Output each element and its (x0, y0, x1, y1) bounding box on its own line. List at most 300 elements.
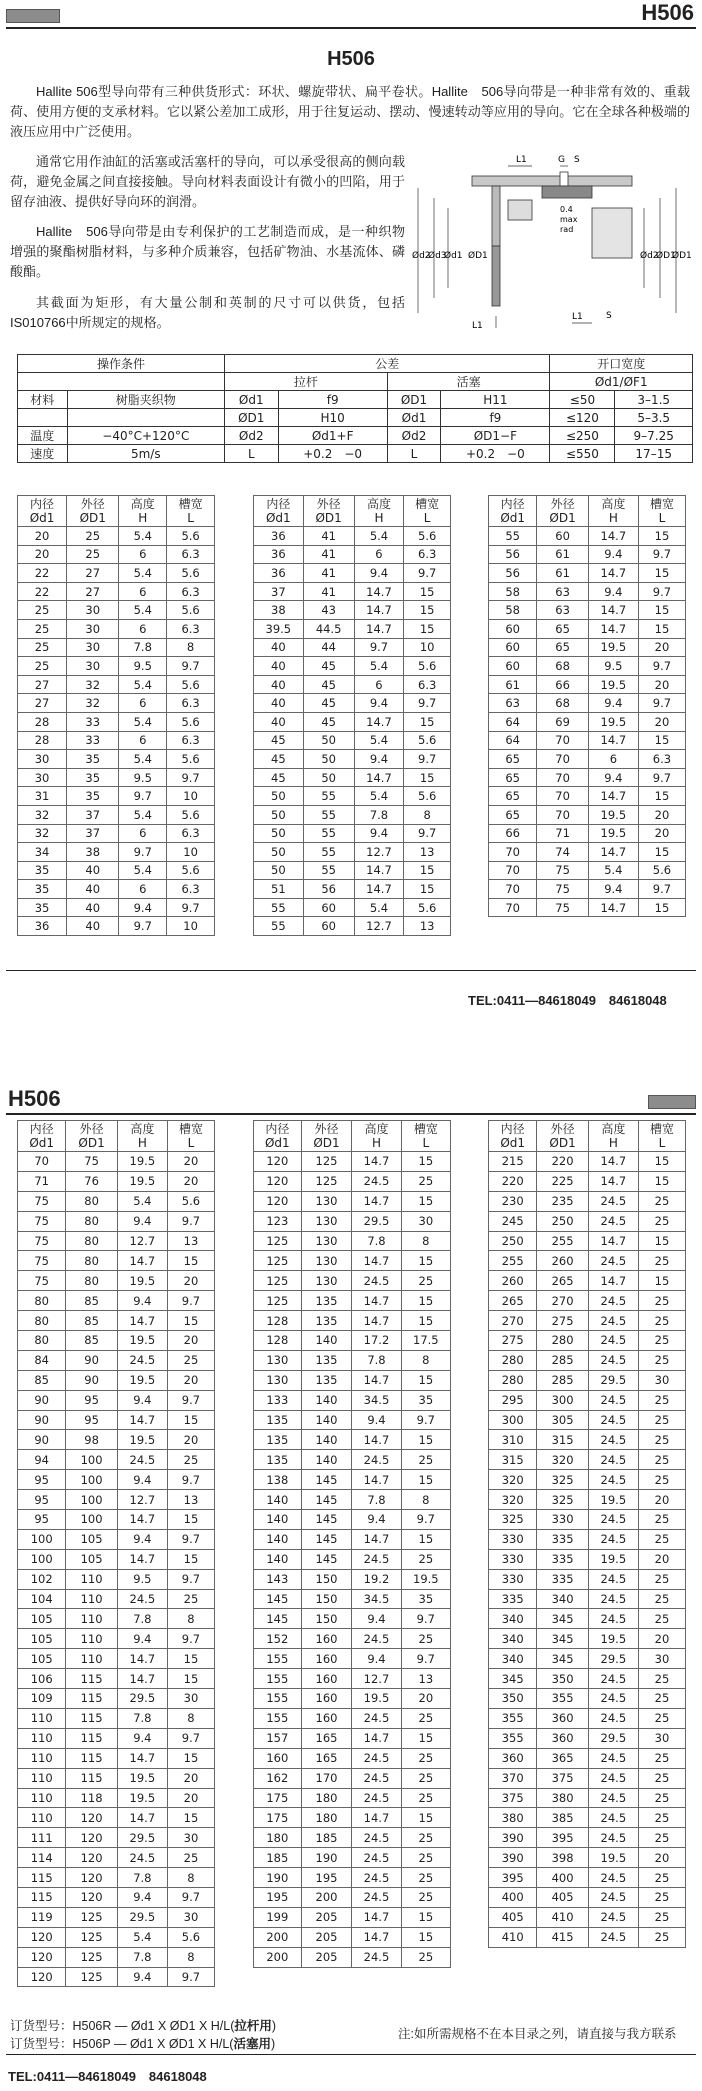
outer-diameter-cell: 195 (301, 1868, 352, 1888)
table-row (489, 1251, 686, 1271)
inner-diameter-cell: 390 (489, 1828, 537, 1848)
inner-diameter-cell: 32 (18, 824, 67, 843)
piston-dim: Ød1 (387, 409, 441, 427)
table-row (489, 1370, 686, 1390)
outer-diameter-cell: 345 (537, 1629, 588, 1649)
piston-dim: L (387, 445, 441, 463)
rod-dim: Ød2 (225, 427, 279, 445)
inner-diameter-cell: 280 (489, 1350, 537, 1370)
height-cell: 19.5 (588, 1490, 638, 1510)
label-l1-top: L1 (516, 155, 527, 165)
groove-width-cell: 35 (401, 1390, 450, 1410)
groove-width-cell: 25 (638, 1390, 685, 1410)
inner-diameter-cell: 84 (18, 1350, 66, 1370)
height-cell: 24.5 (588, 1748, 638, 1768)
height-cell: 6 (119, 582, 167, 601)
inner-diameter-cell: 102 (18, 1569, 66, 1589)
inner-diameter-cell: 35 (18, 861, 67, 880)
label-d3: Ød3 (428, 251, 447, 261)
outer-diameter-cell: 135 (301, 1291, 352, 1311)
label-d2-right: Ød2 (640, 251, 659, 261)
outer-diameter-cell: 120 (66, 1828, 117, 1848)
height-cell: 24.5 (588, 1191, 638, 1211)
table-row (18, 638, 215, 657)
table-row (489, 1152, 686, 1172)
groove-width-cell: 15 (404, 712, 451, 731)
cond-value: 树脂夹织物 (67, 391, 224, 409)
table-row (254, 805, 451, 824)
inner-diameter-cell: 95 (18, 1510, 66, 1530)
height-cell: 24.5 (588, 1887, 638, 1907)
groove-width-cell: 13 (401, 1669, 450, 1689)
inner-diameter-cell: 40 (254, 675, 304, 694)
outer-diameter-cell: 385 (537, 1808, 588, 1828)
height-cell: 9.7 (119, 787, 167, 806)
table-row (489, 1231, 686, 1251)
label-D1-mid: ØD1 (656, 251, 676, 261)
height-cell: 6 (119, 824, 167, 843)
conditions-row (18, 445, 693, 463)
groove-width-cell: 6.3 (167, 619, 215, 638)
outer-diameter-cell: 61 (537, 564, 588, 583)
height-cell: 29.5 (352, 1211, 401, 1231)
groove-width-cell: 6.3 (404, 545, 451, 564)
table-row (489, 1470, 686, 1490)
inner-diameter-cell: 65 (489, 805, 537, 824)
outer-diameter-cell: 355 (537, 1689, 588, 1709)
height-cell: 19.5 (117, 1768, 167, 1788)
height-cell: 24.5 (588, 1291, 638, 1311)
height-cell: 9.4 (352, 1510, 401, 1530)
outer-diameter-cell: 105 (66, 1549, 117, 1569)
inner-diameter-cell: 105 (18, 1609, 66, 1629)
height-cell: 24.5 (352, 1947, 401, 1967)
piston-dim: ØD1 (387, 391, 441, 409)
inner-diameter-cell: 65 (489, 787, 537, 806)
groove-width-cell: 25 (638, 1927, 685, 1947)
outer-diameter-cell: 75 (537, 898, 588, 917)
table-row (489, 601, 686, 620)
inner-diameter-cell: 110 (18, 1708, 66, 1728)
outer-diameter-cell: 25 (67, 527, 119, 546)
groove-width-cell: 9.7 (167, 657, 215, 676)
outer-diameter-cell: 115 (66, 1708, 117, 1728)
inner-diameter-cell: 195 (254, 1887, 302, 1907)
outer-diameter-cell: 90 (66, 1370, 117, 1390)
outer-diameter-cell: 100 (66, 1490, 117, 1510)
inner-diameter-cell: 145 (254, 1589, 302, 1609)
height-cell: 19.5 (588, 1549, 638, 1569)
table-row (489, 1410, 686, 1430)
inner-diameter-cell: 55 (254, 898, 304, 917)
table-row (489, 1927, 686, 1947)
groove-width-cell: 20 (638, 1848, 685, 1868)
table-row (18, 712, 215, 731)
inner-diameter-cell: 45 (254, 750, 304, 769)
table-row (489, 1311, 686, 1331)
table-row (18, 1967, 215, 1987)
outer-diameter-cell: 325 (537, 1490, 588, 1510)
groove-width-cell: 20 (167, 1171, 214, 1191)
outer-diameter-cell: 41 (303, 564, 354, 583)
inner-diameter-cell: 120 (254, 1152, 302, 1172)
groove-width-cell: 15 (167, 1669, 214, 1689)
outer-diameter-cell: 120 (66, 1808, 117, 1828)
height-cell: 9.4 (117, 1211, 167, 1231)
inner-diameter-cell: 185 (254, 1848, 302, 1868)
inner-diameter-cell: 36 (254, 527, 304, 546)
groove-width-cell: 15 (404, 601, 451, 620)
groove-width-cell: 25 (638, 1907, 685, 1927)
groove-width-cell: 15 (401, 1907, 450, 1927)
outer-diameter-cell: 68 (537, 694, 588, 713)
table-row (254, 1689, 451, 1709)
height-cell: 24.5 (352, 1828, 401, 1848)
inner-diameter-cell: 120 (18, 1967, 66, 1987)
height-cell: 29.5 (117, 1828, 167, 1848)
height-cell: 14.7 (352, 1430, 401, 1450)
outer-diameter-cell: 55 (303, 824, 354, 843)
outer-diameter-cell: 118 (66, 1788, 117, 1808)
height-cell: 9.7 (119, 917, 167, 936)
outer-diameter-cell: 150 (301, 1589, 352, 1609)
groove-width-cell: 25 (401, 1450, 450, 1470)
inner-diameter-cell: 130 (254, 1370, 302, 1390)
inner-diameter-cell: 390 (489, 1848, 537, 1868)
height-cell: 29.5 (117, 1907, 167, 1927)
table-row (489, 712, 686, 731)
groove-width-cell: 25 (638, 1589, 685, 1609)
groove-width-cell: 9.7 (404, 694, 451, 713)
groove-width-cell: 9.7 (167, 1470, 214, 1490)
inner-diameter-cell: 200 (254, 1947, 302, 1967)
inner-diameter-cell: 50 (254, 805, 304, 824)
height-cell: 5.4 (117, 1191, 167, 1211)
table-row (489, 880, 686, 899)
groove-width-cell: 25 (638, 1331, 685, 1351)
height-cell: 14.7 (354, 768, 404, 787)
groove-width-cell: 9.7 (638, 582, 685, 601)
table-row (18, 1231, 215, 1251)
gap-dia: ≤250 (550, 427, 615, 445)
groove-width-cell: 25 (167, 1350, 214, 1370)
groove-width-cell: 25 (638, 1669, 685, 1689)
inner-diameter-cell: 375 (489, 1788, 537, 1808)
inner-diameter-cell: 95 (18, 1470, 66, 1490)
label-d2-left: Ød2 (412, 251, 431, 261)
outer-diameter-cell: 70 (537, 750, 588, 769)
groove-width-cell: 25 (638, 1251, 685, 1271)
outer-diameter-cell: 125 (301, 1152, 352, 1172)
inner-diameter-cell: 30 (18, 768, 67, 787)
inner-diameter-cell: 330 (489, 1529, 537, 1549)
height-cell: 24.5 (588, 1450, 638, 1470)
inner-diameter-cell: 120 (18, 1947, 66, 1967)
table-header-row (489, 1121, 686, 1152)
groove-width-cell: 15 (167, 1251, 214, 1271)
inner-diameter-cell: 230 (489, 1191, 537, 1211)
table-row (18, 1689, 215, 1709)
table-row (254, 1331, 451, 1351)
inner-diameter-cell: 35 (18, 898, 67, 917)
groove-width-cell: 9.7 (638, 880, 685, 899)
groove-width-cell: 8 (401, 1350, 450, 1370)
piston-tol: f9 (441, 409, 550, 427)
outer-diameter-cell: 95 (66, 1390, 117, 1410)
inner-diameter-cell: 215 (489, 1152, 537, 1172)
table-row (18, 1191, 215, 1211)
groove-width-cell: 15 (401, 1251, 450, 1271)
outer-diameter-cell: 115 (66, 1768, 117, 1788)
header-inner-diameter: 内径 Ød1 (254, 1121, 302, 1152)
groove-width-cell: 15 (401, 1291, 450, 1311)
table-row (254, 1251, 451, 1271)
table-row (254, 675, 451, 694)
height-cell: 19.5 (117, 1788, 167, 1808)
table-row (489, 1171, 686, 1191)
table-row (254, 1927, 451, 1947)
groove-width-cell: 20 (638, 1549, 685, 1569)
groove-width-cell: 6.3 (638, 750, 685, 769)
groove-width-cell: 5.6 (404, 898, 451, 917)
size-table (253, 495, 451, 936)
groove-width-cell: 15 (401, 1728, 450, 1748)
groove-width-cell: 20 (638, 675, 685, 694)
table-row (254, 768, 451, 787)
header-height: 高度 H (588, 496, 638, 527)
table-row (254, 1410, 451, 1430)
inner-diameter-cell: 64 (489, 731, 537, 750)
outer-diameter-cell: 55 (303, 805, 354, 824)
height-cell: 24.5 (352, 1848, 401, 1868)
inner-diameter-cell: 25 (18, 638, 67, 657)
inner-diameter-cell: 320 (489, 1470, 537, 1490)
groove-width-cell: 5.6 (167, 750, 215, 769)
height-cell: 7.8 (352, 1231, 401, 1251)
inner-diameter-cell: 58 (489, 582, 537, 601)
outer-diameter-cell: 33 (67, 731, 119, 750)
groove-width-cell: 8 (167, 1708, 214, 1728)
table-row (18, 1450, 215, 1470)
inner-diameter-cell: 50 (254, 787, 304, 806)
groove-width-cell: 35 (401, 1589, 450, 1609)
groove-width-cell: 9.7 (167, 1529, 214, 1549)
inner-diameter-cell: 123 (254, 1211, 302, 1231)
height-cell: 24.5 (588, 1768, 638, 1788)
height-cell: 19.5 (588, 1848, 638, 1868)
col-piston: 活塞 (387, 373, 550, 391)
height-cell: 14.7 (588, 787, 638, 806)
height-cell: 12.7 (117, 1490, 167, 1510)
inner-diameter-cell: 95 (18, 1490, 66, 1510)
inner-diameter-cell: 63 (489, 694, 537, 713)
cond-value (67, 409, 224, 427)
inner-diameter-cell: 45 (254, 768, 304, 787)
groove-width-cell: 5.6 (167, 527, 215, 546)
header-height: 高度 H (354, 496, 404, 527)
piston-tol: H11 (441, 391, 550, 409)
groove-width-cell: 20 (167, 1788, 214, 1808)
groove-width-cell: 5.6 (404, 527, 451, 546)
outer-diameter-cell: 120 (66, 1848, 117, 1868)
table-row (489, 1331, 686, 1351)
inner-diameter-cell: 40 (254, 694, 304, 713)
height-cell: 7.8 (354, 805, 404, 824)
height-cell: 14.7 (354, 619, 404, 638)
groove-width-cell: 25 (401, 1768, 450, 1788)
outer-diameter-cell: 410 (537, 1907, 588, 1927)
height-cell: 5.4 (354, 527, 404, 546)
table-row (489, 657, 686, 676)
conditions-table (17, 354, 693, 463)
groove-width-cell: 20 (638, 638, 685, 657)
table-row (18, 1828, 215, 1848)
outer-diameter-cell: 27 (67, 582, 119, 601)
outer-diameter-cell: 185 (301, 1828, 352, 1848)
outer-diameter-cell: 95 (66, 1410, 117, 1430)
header-groove-width: 槽宽 L (404, 496, 451, 527)
groove-width-cell: 20 (638, 1490, 685, 1510)
inner-diameter-cell: 32 (18, 805, 67, 824)
table-row (254, 1529, 451, 1549)
outer-diameter-cell: 37 (67, 805, 119, 824)
height-cell: 7.8 (117, 1708, 167, 1728)
inner-diameter-cell: 25 (18, 601, 67, 620)
inner-diameter-cell: 175 (254, 1788, 302, 1808)
outer-diameter-cell: 180 (301, 1788, 352, 1808)
outer-diameter-cell: 130 (301, 1231, 352, 1251)
groove-width-cell: 6.3 (167, 824, 215, 843)
outer-diameter-cell: 37 (67, 824, 119, 843)
height-cell: 14.7 (588, 1171, 638, 1191)
outer-diameter-cell: 135 (301, 1370, 352, 1390)
table-row (489, 1788, 686, 1808)
outer-diameter-cell: 130 (301, 1251, 352, 1271)
outer-diameter-cell: 200 (301, 1887, 352, 1907)
outer-diameter-cell: 365 (537, 1748, 588, 1768)
table-row (18, 1291, 215, 1311)
outer-diameter-cell: 75 (537, 861, 588, 880)
outer-diameter-cell: 280 (537, 1331, 588, 1351)
outer-diameter-cell: 45 (303, 712, 354, 731)
label-max: max (560, 215, 578, 224)
table-row (18, 1868, 215, 1888)
groove-width-cell: 25 (638, 1828, 685, 1848)
inner-diameter-cell: 140 (254, 1490, 302, 1510)
outer-diameter-cell: 125 (66, 1967, 117, 1987)
outer-diameter-cell: 170 (301, 1768, 352, 1788)
inner-diameter-cell: 31 (18, 787, 67, 806)
outer-diameter-cell: 345 (537, 1649, 588, 1669)
inner-diameter-cell: 70 (489, 861, 537, 880)
inner-diameter-cell: 20 (18, 527, 67, 546)
height-cell: 19.2 (352, 1569, 401, 1589)
table-row (489, 898, 686, 917)
table-row (18, 1370, 215, 1390)
outer-diameter-cell: 50 (303, 750, 354, 769)
height-cell: 24.5 (588, 1708, 638, 1728)
table-row (18, 1271, 215, 1291)
height-cell: 5.4 (119, 712, 167, 731)
outer-diameter-cell: 400 (537, 1868, 588, 1888)
table-row (18, 843, 215, 862)
size-table (488, 495, 686, 917)
table-row (254, 1629, 451, 1649)
inner-diameter-cell: 265 (489, 1291, 537, 1311)
groove-width-cell: 25 (638, 1569, 685, 1589)
height-cell: 24.5 (588, 1510, 638, 1530)
header-inner-diameter: 内径 Ød1 (489, 1121, 537, 1152)
table-row (18, 694, 215, 713)
inner-diameter-cell: 250 (489, 1231, 537, 1251)
inner-diameter-cell: 138 (254, 1470, 302, 1490)
outer-diameter-cell: 33 (67, 712, 119, 731)
outer-diameter-cell: 55 (303, 861, 354, 880)
page-title: H506 (327, 48, 375, 70)
outer-diameter-cell: 32 (67, 675, 119, 694)
gap-dia: ≤50 (550, 391, 615, 409)
height-cell: 14.7 (117, 1669, 167, 1689)
height-cell: 19.5 (588, 712, 638, 731)
inner-diameter-cell: 75 (18, 1211, 66, 1231)
outer-diameter-cell: 375 (537, 1768, 588, 1788)
outer-diameter-cell: 125 (66, 1927, 117, 1947)
groove-width-cell: 8 (167, 638, 215, 657)
height-cell: 34.5 (352, 1589, 401, 1609)
piston-tol: +0.2 −0 (441, 445, 550, 463)
header-outer-diameter: 外径 ØD1 (537, 1121, 588, 1152)
inner-diameter-cell: 175 (254, 1808, 302, 1828)
inner-diameter-cell: 320 (489, 1490, 537, 1510)
groove-width-cell: 25 (401, 1748, 450, 1768)
outer-diameter-cell: 275 (537, 1311, 588, 1331)
outer-diameter-cell: 100 (66, 1510, 117, 1530)
height-cell: 24.5 (352, 1271, 401, 1291)
inner-diameter-cell: 25 (18, 657, 67, 676)
piston-tol: ØD1−F (441, 427, 550, 445)
inner-diameter-cell: 330 (489, 1549, 537, 1569)
table-row (18, 750, 215, 769)
table-row (18, 1708, 215, 1728)
inner-diameter-cell: 110 (18, 1748, 66, 1768)
groove-width-cell: 9.7 (167, 1887, 214, 1907)
table-row (18, 1430, 215, 1450)
height-cell: 9.4 (588, 694, 638, 713)
inner-diameter-cell: 315 (489, 1450, 537, 1470)
outer-diameter-cell: 360 (537, 1708, 588, 1728)
inner-diameter-cell: 155 (254, 1669, 302, 1689)
groove-width-cell: 9.7 (401, 1510, 450, 1530)
outer-diameter-cell: 69 (537, 712, 588, 731)
groove-width-cell: 25 (401, 1887, 450, 1907)
outer-diameter-cell: 325 (537, 1470, 588, 1490)
table-row (18, 1311, 215, 1331)
height-cell: 24.5 (117, 1350, 167, 1370)
table-row (18, 1569, 215, 1589)
inner-diameter-cell: 36 (254, 564, 304, 583)
inner-diameter-cell: 94 (18, 1450, 66, 1470)
groove-width-cell: 5.6 (167, 712, 215, 731)
height-cell: 5.4 (119, 527, 167, 546)
groove-width-cell: 15 (167, 1311, 214, 1331)
groove-width-cell: 9.7 (167, 1569, 214, 1589)
height-cell: 14.7 (588, 564, 638, 583)
groove-width-cell: 25 (401, 1848, 450, 1868)
groove-width-cell: 15 (401, 1430, 450, 1450)
outer-diameter-cell: 74 (537, 843, 588, 862)
groove-width-cell: 13 (167, 1231, 214, 1251)
table-row (18, 1669, 215, 1689)
